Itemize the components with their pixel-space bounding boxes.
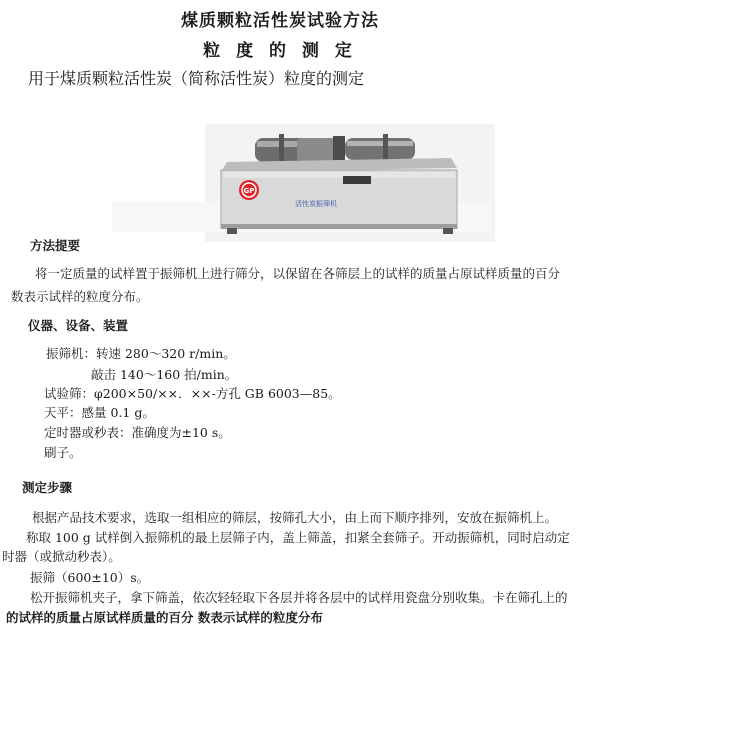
procedure-line: 松开振筛机夹子，拿下筛盖，依次轻轻取下各层并将各层中的试样用瓷盘分别收集。卡在筛孔上的 — [30, 590, 568, 605]
procedure-line: 称取 100 g 试样倒入振筛机的最上层筛子内，盖上筛盖，扣紧全套筛子。开动振筛机，同时启动定 — [26, 530, 570, 545]
display-window — [343, 176, 371, 184]
machine-label: 活性炭振筛机 — [295, 200, 337, 208]
document-description: 用于煤质颗粒活性炭（简称活性炭）粒度的测定 — [28, 69, 365, 88]
principle-line: 数表示试样的粒度分布。 — [11, 289, 149, 304]
principle-line: 将一定质量的试样置于振筛机上进行筛分，以保留在各筛层上的试样的质量占原试样质量的百分 — [35, 266, 561, 281]
section-heading-procedure: 测定步骤 — [22, 480, 73, 495]
procedure-line: 根据产品技术要求，选取一组相应的筛层，按筛孔大小，由上而下顺序排列，安放在振筛机上。 — [32, 510, 558, 525]
brand-logo-icon — [239, 180, 259, 200]
apparatus-line: 敲击 140～160 拍/min。 — [91, 367, 238, 382]
procedure-line: 振筛（600±10）s。 — [30, 570, 150, 585]
apparatus-line: 天平：感量 0.1 g。 — [44, 405, 155, 420]
document-title: 煤质颗粒活性炭试验方法 — [181, 11, 379, 31]
apparatus-line: 定时器或秒表：准确度为±10 s。 — [44, 425, 231, 440]
procedure-line: 时器（或掀动秒表）。 — [2, 549, 121, 564]
sieve-shaker-photo — [205, 124, 495, 242]
badge-text: GP — [243, 187, 255, 195]
apparatus-line: 振筛机：转速 280～320 r/min。 — [46, 346, 236, 361]
document-subtitle: 粒 度 的 测 定 — [203, 41, 357, 61]
section-heading-principle: 方法提要 — [30, 238, 81, 253]
apparatus-line: 刷子。 — [44, 445, 82, 460]
section-heading-apparatus: 仪器、设备、装置 — [28, 318, 129, 333]
apparatus-line: 试验筛：φ200×50/××．××-方孔 GB 6003—85。 — [44, 386, 341, 401]
procedure-footer: 的试样的质量占原试样质量的百分 数表示试样的粒度分布 — [6, 610, 323, 625]
